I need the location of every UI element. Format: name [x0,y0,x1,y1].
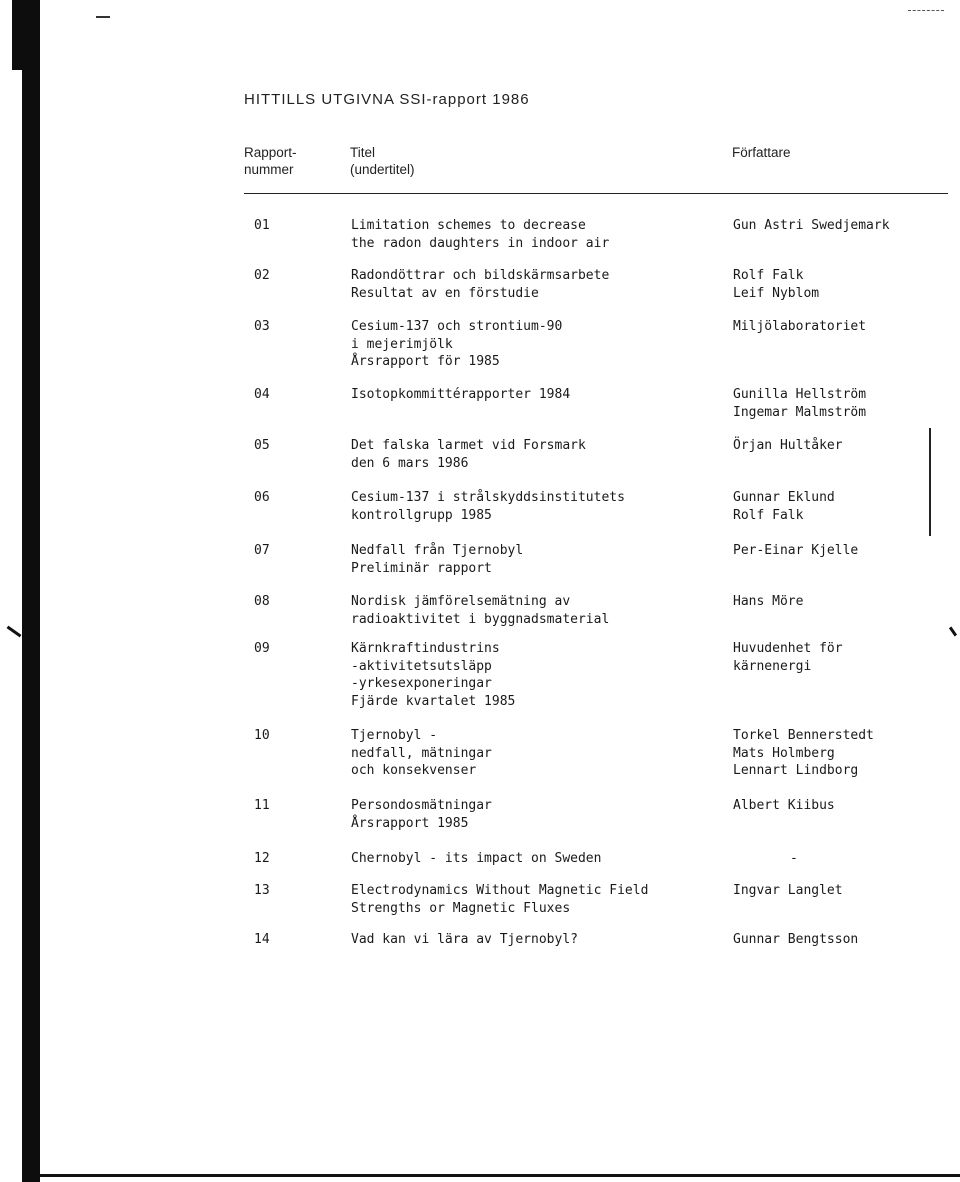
report-authors [790,850,798,868]
report-title-line: Vad kan vi lära av Tjernobyl? [351,932,578,947]
report-author-line: Rolf Falk [733,268,804,283]
report-title-line: the radon daughters in indoor air [351,235,610,251]
header-rule [244,193,948,194]
column-header-number-line: nummer [244,162,294,177]
report-author-line: Huvudenhet för [733,641,843,656]
column-header-title-line: (undertitel) [350,162,415,177]
report-title-line: radioaktivitet i byggnadsmaterial [351,611,610,627]
scan-edge-bar [22,0,40,1182]
column-header-author [732,144,791,161]
report-title-line: Strengths or Magnetic Fluxes [351,900,571,916]
report-title-line: Årsrapport för 1985 [351,354,500,369]
report-title [351,640,515,710]
report-title-line: Chernobyl - its impact on Sweden [351,851,602,866]
report-author-line: - [790,851,798,866]
report-title [351,267,609,302]
scan-mark-right [929,428,931,536]
report-author-line: Ingvar Langlet [733,883,843,898]
column-header-number [244,144,297,178]
report-title [351,489,625,524]
report-author-line: Gun Astri Swedjemark [733,218,890,233]
report-number: 01 [254,218,270,233]
report-authors [733,217,890,235]
report-title-line: Preliminär rapport [351,560,492,576]
scan-mark-right-tick [949,627,957,637]
report-title-line: Persondosmätningar [351,798,492,813]
report-title [351,318,562,371]
column-header-title [350,144,415,178]
report-authors [733,593,803,611]
report-title-line: Det falska larmet vid Forsmark [351,438,586,453]
report-title-line: och konsekvenser [351,763,477,778]
report-number: 06 [254,490,270,505]
report-title-line: Radondöttrar och bildskärmsarbete [351,268,610,283]
report-title-line: Fjärde kvartalet 1985 [351,693,516,709]
report-title [351,542,523,577]
report-authors [733,489,835,524]
report-title [351,882,648,917]
report-number: 12 [254,851,270,866]
report-number: 05 [254,438,270,453]
report-title-line: Isotopkommittérapporter 1984 [351,387,571,402]
report-author-line: Ingemar Malmström [733,404,867,420]
report-title-line: Electrodynamics Without Magnetic Field [351,883,649,898]
report-number: 09 [254,641,270,656]
report-author-line: Mats Holmberg [733,745,835,761]
scan-bottom-rule [40,1174,960,1177]
column-header-author-line: Författare [732,145,791,160]
report-title-line: Nedfall från Tjernobyl [351,543,524,558]
report-title [351,593,609,628]
report-title [351,437,586,472]
report-authors [733,727,874,780]
report-title-line: Kärnkraftindustrins [351,641,500,656]
report-author-line: Leif Nyblom [733,285,820,301]
report-authors [733,931,858,949]
report-number: 14 [254,932,270,947]
report-title-line: Nordisk jämförelsemätning av [351,594,571,609]
report-title-line: Limitation schemes to decrease [351,218,586,233]
report-author-line: Lennart Lindborg [733,763,859,778]
report-authors [733,797,835,815]
report-title [351,850,601,868]
report-title-line: Cesium-137 och strontium-90 [351,319,563,334]
column-header-number-line: Rapport- [244,145,297,160]
report-title [351,727,492,780]
report-title-line: nedfall, mätningar [351,745,492,761]
scan-mark-top [96,16,110,18]
report-title-line: kontrollgrupp 1985 [351,507,492,523]
report-number: 10 [254,728,270,743]
report-title [351,386,570,404]
report-authors [733,386,866,421]
column-header-title-line: Titel [350,145,376,160]
report-author-line: Albert Kiibus [733,798,835,813]
report-title-line: den 6 mars 1986 [351,455,469,471]
scan-edge-notch [12,0,22,70]
page-title: HITTILLS UTGIVNA SSI-rapport 1986 [244,91,530,108]
report-author-line: Rolf Falk [733,507,804,523]
scan-mark-dots [908,10,944,12]
report-title-line: i mejerimjölk [351,336,453,352]
report-title-line: -aktivitetsutsläpp [351,658,492,674]
scan-mark-left-tick [7,626,22,638]
report-number: 07 [254,543,270,558]
report-author-line: Per-Einar Kjelle [733,543,859,558]
report-number: 02 [254,268,270,283]
report-title [351,931,578,949]
report-number: 11 [254,798,270,813]
report-title [351,797,492,832]
report-number: 08 [254,594,270,609]
report-author-line: Örjan Hultåker [733,438,843,453]
report-title-line: Tjernobyl - [351,728,438,743]
report-author-line: Hans Möre [733,594,804,609]
report-title-line: Årsrapport 1985 [351,815,469,831]
report-authors [733,882,843,900]
report-title-line: -yrkesexponeringar [351,676,492,691]
report-title-line: Cesium-137 i strålskyddsinstitutets [351,490,625,505]
report-author-line: kärnenergi [733,658,812,674]
report-authors [733,318,866,336]
report-authors [733,542,858,560]
report-authors [733,267,819,302]
report-author-line: Gunilla Hellström [733,387,867,402]
report-title [351,217,609,252]
report-title-line: Resultat av en förstudie [351,285,539,301]
report-authors [733,640,843,675]
report-number: 04 [254,387,270,402]
report-author-line: Gunnar Bengtsson [733,932,859,947]
report-authors [733,437,843,455]
report-number: 13 [254,883,270,898]
report-number: 03 [254,319,270,334]
report-author-line: Miljölaboratoriet [733,319,867,334]
report-author-line: Gunnar Eklund [733,490,835,505]
report-author-line: Torkel Bennerstedt [733,728,874,743]
